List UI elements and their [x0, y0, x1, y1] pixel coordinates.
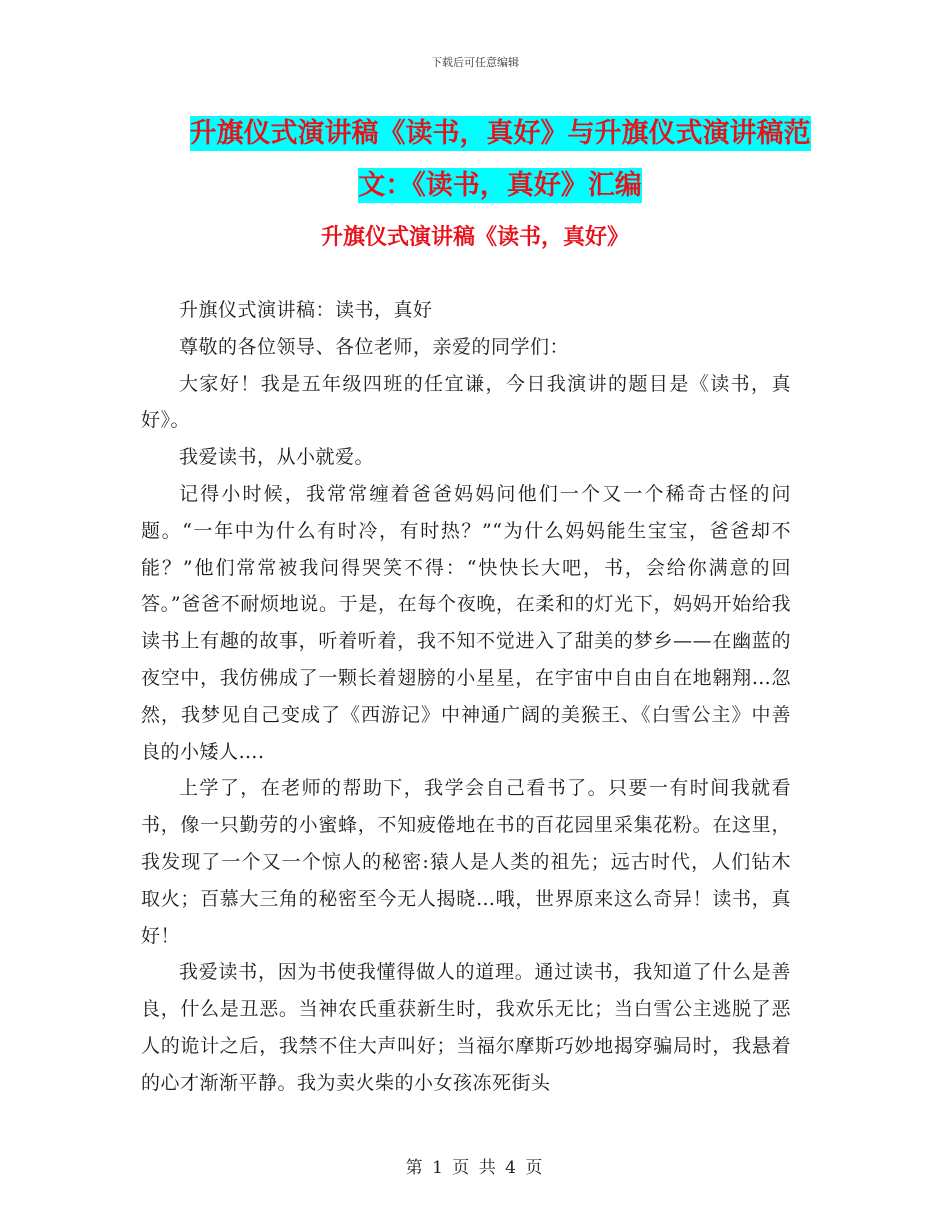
document-title-line-1: 升旗仪式演讲稿《读书，真好》与升旗仪式演讲稿范 — [189, 118, 811, 149]
document-title-line-2: 文：《读书，真好》汇编 — [358, 170, 642, 201]
paragraph: 记得小时候，我常常缠着爸爸妈妈问他们一个又一个稀奇古怪的问题。“一年中为什么有时冷，有时热？”“为什么妈妈能生宝宝，爸爸却不能？”他们常常被我问得哭笑不得：“快快长大吧，书，会给你满意的回答。”爸爸不耐烦地说。于是，在每个夜晚，在柔和的灯光下，妈妈开始给我读书上有趣的故事，听着听着，我不知不觉进入了甜美的梦乡——在幽蓝的夜空中，我仿佛成了一颗长着翅膀的小星星，在宇宙中自由自在地翱翔…忽然，我梦见自己变成了《西游记》中神通广阔的美猴王、《白雪公主》中善良的小矮人…. — [141, 482, 791, 763]
page-footer: 第 1 页 共 4 页 — [405, 1158, 545, 1178]
section-title: 升旗仪式演讲稿《读书，真好》 — [320, 225, 629, 250]
paragraph: 我爱读书，从小就爱。 — [179, 446, 375, 469]
document-title — [150, 108, 850, 212]
paragraph: 大家好！我是五年级四班的任宜谦，今日我演讲的题目是《读书，真好》。 — [141, 372, 791, 432]
header-note: 下载后可任意编辑 — [431, 56, 519, 69]
paragraph: 我爱读书，因为书使我懂得做人的道理。通过读书，我知道了什么是善良，什么是丑恶。当神农氏重获新生时，我欢乐无比；当白雪公主逃脱了恶人的诡计之后，我禁不住大声叫好；当福尔摩斯巧妙地揭穿骗局时，我悬着的心才渐渐平静。我为卖火柴的小女孩冻死街头 — [141, 961, 791, 1094]
paragraph: 尊敬的各位领导、各位老师，亲爱的同学们： — [179, 335, 570, 358]
paragraph: 上学了，在老师的帮助下，我学会自己看书了。只要一有时间我就看书，像一只勤劳的小蜜蜂，不知疲倦地在书的百花园里采集花粉。在这里，我发现了一个又一个惊人的秘密:猿人是人类的祖先；远古时代，人们钻木取火；百慕大三角的秘密至今无人揭晓…哦，世界原来这么奇异！读书，真好！ — [141, 777, 791, 947]
paragraph: 升旗仪式演讲稿：读书，真好 — [179, 299, 433, 321]
speech-body — [141, 292, 791, 1102]
